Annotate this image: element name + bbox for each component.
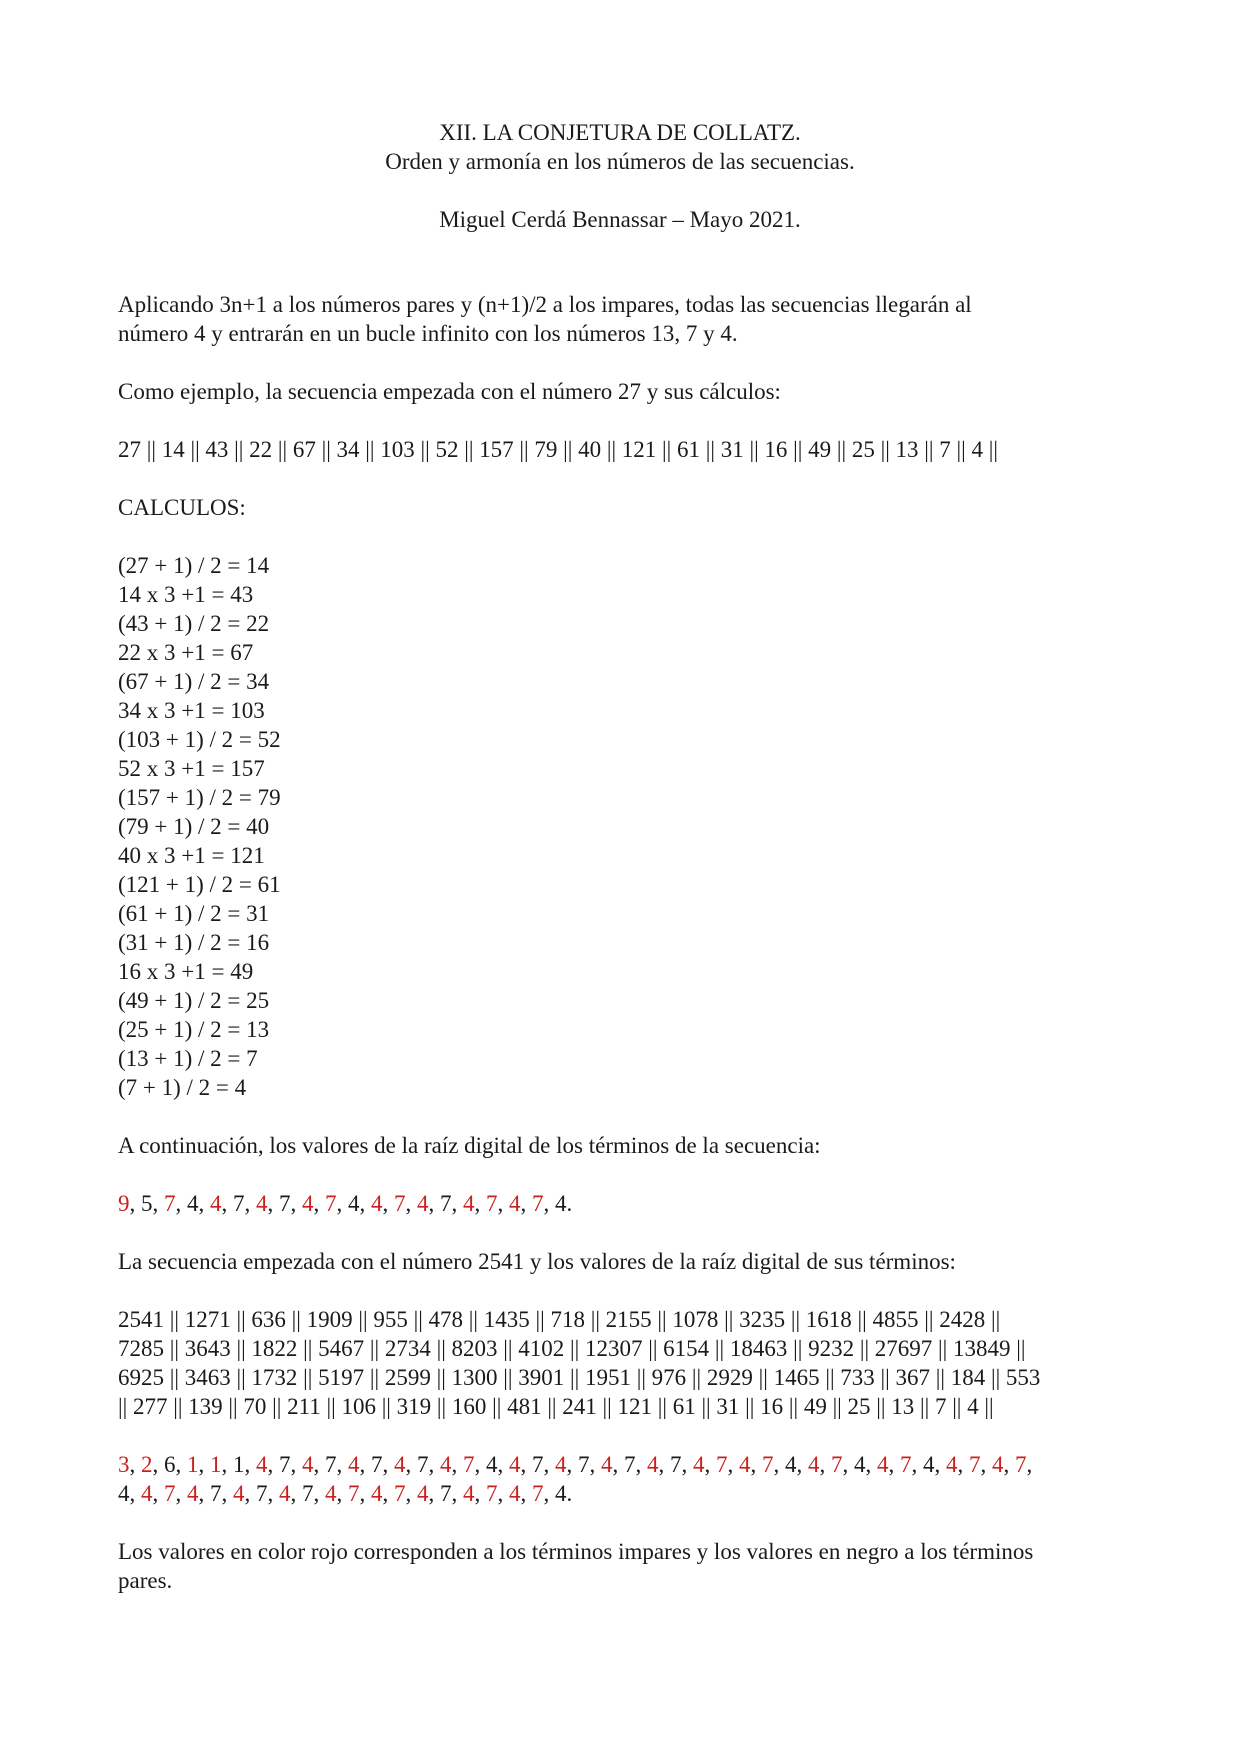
odd-root-value: 4	[808, 1452, 820, 1477]
closing-line-2: pares.	[118, 1568, 173, 1593]
even-root-value: 7	[279, 1191, 291, 1216]
even-root-value: 7	[233, 1191, 245, 1216]
odd-root-value: 4	[417, 1481, 429, 1506]
calculation-line: (43 + 1) / 2 = 22	[118, 611, 270, 636]
even-root-value: 7	[279, 1452, 291, 1477]
odd-root-value: 4	[509, 1452, 521, 1477]
even-root-value: 7	[302, 1481, 314, 1506]
example-intro: Como ejemplo, la secuencia empezada con el número 27 y sus cálculos:	[118, 379, 781, 404]
even-root-value: 7	[256, 1481, 268, 1506]
sequence-2541-line: 6925 || 3463 || 1732 || 5197 || 2599 || 1300 || 3901 || 1951 || 976 || 2929 || 1465 || 733 || 367 || 184 || 553	[118, 1365, 1041, 1390]
odd-root-value: 4	[992, 1452, 1004, 1477]
even-root-value: 7	[417, 1452, 429, 1477]
calculation-line: 16 x 3 +1 = 49	[118, 959, 254, 984]
even-root-value: 7	[371, 1452, 383, 1477]
author-date: Miguel Cerdá Bennassar – Mayo 2021.	[439, 207, 801, 232]
even-root-value: 4	[923, 1452, 935, 1477]
even-root-value: 7	[210, 1481, 222, 1506]
calculation-line: (67 + 1) / 2 = 34	[118, 669, 270, 694]
document-subtitle: Orden y armonía en los números de las secuencias.	[385, 149, 855, 174]
intro-line-2: número 4 y entrarán en un bucle infinito con los números 13, 7 y 4.	[118, 321, 738, 346]
closing-line-1: Los valores en color rojo corresponden a los términos impares y los valores en negro a los términos	[118, 1539, 1034, 1564]
calculation-line: (79 + 1) / 2 = 40	[118, 814, 270, 839]
document-header	[118, 118, 1122, 234]
document-title: XII. LA CONJETURA DE COLLATZ.	[439, 120, 801, 145]
odd-root-value: 7	[532, 1191, 544, 1216]
calculation-line: (49 + 1) / 2 = 25	[118, 988, 270, 1013]
calculation-line: 22 x 3 +1 = 67	[118, 640, 254, 665]
odd-root-value: 4	[463, 1191, 475, 1216]
odd-root-value: 7	[325, 1191, 337, 1216]
even-root-value: 4	[555, 1191, 567, 1216]
odd-root-value: 4	[302, 1191, 314, 1216]
calculations-list	[118, 551, 1128, 1102]
calculos-label: CALCULOS:	[118, 495, 246, 520]
odd-root-value: 7	[486, 1191, 498, 1216]
odd-root-value: 9	[118, 1191, 130, 1216]
odd-root-value: 7	[394, 1481, 406, 1506]
odd-root-value: 1	[187, 1452, 199, 1477]
odd-root-value: 7	[348, 1481, 360, 1506]
sequence-2541-line: 7285 || 3643 || 1822 || 5467 || 2734 || 8203 || 4102 || 12307 || 6154 || 18463 || 9232 || 27697 || 13849 ||	[118, 1336, 1026, 1361]
even-root-value: 4	[118, 1481, 130, 1506]
odd-root-value: 4	[739, 1452, 751, 1477]
sequence-2541-line: 2541 || 1271 || 636 || 1909 || 955 || 478 || 1435 || 718 || 2155 || 1078 || 3235 || 1618 || 4855 || 2428 ||	[118, 1307, 1001, 1332]
even-root-value: 4	[785, 1452, 797, 1477]
odd-root-value: 4	[394, 1452, 406, 1477]
odd-root-value: 4	[371, 1191, 383, 1216]
odd-root-value: 4	[601, 1452, 613, 1477]
odd-root-value: 7	[762, 1452, 774, 1477]
calculation-line: 34 x 3 +1 = 103	[118, 698, 265, 723]
even-root-value: 4	[486, 1452, 498, 1477]
even-root-value: 7	[578, 1452, 590, 1477]
digital-roots-2541-line: 4, 4, 7, 4, 7, 4, 7, 4, 7, 4, 7, 4, 7, 4, 7, 4, 7, 4, 7, 4.	[118, 1481, 573, 1506]
calculation-line: (121 + 1) / 2 = 61	[118, 872, 281, 897]
odd-root-value: 4	[210, 1191, 222, 1216]
odd-root-value: 4	[371, 1481, 383, 1506]
digital-roots-2541	[118, 1450, 1128, 1508]
odd-root-value: 4	[233, 1481, 245, 1506]
calculation-line: (31 + 1) / 2 = 16	[118, 930, 270, 955]
odd-root-value: 1	[210, 1452, 222, 1477]
odd-root-value: 3	[118, 1452, 130, 1477]
odd-root-value: 7	[486, 1481, 498, 1506]
odd-root-value: 4	[877, 1452, 889, 1477]
odd-root-value: 7	[463, 1452, 475, 1477]
even-root-value: 7	[670, 1452, 682, 1477]
sequence-2541-intro: La secuencia empezada con el número 2541 y los valores de la raíz digital de sus términos:	[118, 1249, 956, 1274]
odd-root-value: 4	[187, 1481, 199, 1506]
odd-root-value: 4	[279, 1481, 291, 1506]
odd-root-value: 4	[509, 1481, 521, 1506]
even-root-value: 4	[187, 1191, 199, 1216]
calculation-line: (13 + 1) / 2 = 7	[118, 1046, 258, 1071]
even-root-value: 7	[325, 1452, 337, 1477]
digital-root-intro: A continuación, los valores de la raíz digital de los términos de la secuencia:	[118, 1133, 821, 1158]
calculation-line: (157 + 1) / 2 = 79	[118, 785, 281, 810]
odd-root-value: 4	[946, 1452, 958, 1477]
sequence-2541-line: || 277 || 139 || 70 || 211 || 106 || 319 || 160 || 481 || 241 || 121 || 61 || 31 || 16 || 49 || 25 || 13 || 7 || 4 ||	[118, 1394, 994, 1419]
odd-root-value: 7	[831, 1452, 843, 1477]
document-body	[118, 290, 1128, 1595]
digital-roots-2541-line: 3, 2, 6, 1, 1, 1, 4, 7, 4, 7, 4, 7, 4, 7, 4, 7, 4, 4, 7, 4, 7, 4, 7, 4, 7, 4, 7, 4, 7, 4, 4, 7, 4, 4, 7, 4, 4, 7, 4, 7,	[118, 1452, 1033, 1477]
digital-roots-27: 9, 5, 7, 4, 4, 7, 4, 7, 4, 7, 4, 4, 7, 4, 7, 4, 7, 4, 7, 4.	[118, 1191, 573, 1216]
calculation-line: (27 + 1) / 2 = 14	[118, 553, 270, 578]
odd-root-value: 7	[394, 1191, 406, 1216]
odd-root-value: 7	[532, 1481, 544, 1506]
odd-root-value: 4	[647, 1452, 659, 1477]
even-root-value: 4	[555, 1481, 567, 1506]
odd-root-value: 4	[693, 1452, 705, 1477]
calculation-line: 40 x 3 +1 = 121	[118, 843, 265, 868]
calculation-line: 52 x 3 +1 = 157	[118, 756, 265, 781]
even-root-value: 6	[164, 1452, 176, 1477]
calculation-line: 14 x 3 +1 = 43	[118, 582, 254, 607]
calculation-line: (7 + 1) / 2 = 4	[118, 1075, 247, 1100]
even-root-value: 7	[440, 1191, 452, 1216]
odd-root-value: 4	[348, 1452, 360, 1477]
odd-root-value: 4	[302, 1452, 314, 1477]
odd-root-value: 7	[1015, 1452, 1027, 1477]
even-root-value: 1	[233, 1452, 245, 1477]
even-root-value: 4	[854, 1452, 866, 1477]
sequence-2541	[118, 1305, 1128, 1421]
odd-root-value: 7	[900, 1452, 912, 1477]
odd-root-value: 4	[417, 1191, 429, 1216]
odd-root-value: 2	[141, 1452, 153, 1477]
even-root-value: 7	[624, 1452, 636, 1477]
calculation-line: (103 + 1) / 2 = 52	[118, 727, 281, 752]
odd-root-value: 7	[969, 1452, 981, 1477]
sequence-27: 27 || 14 || 43 || 22 || 67 || 34 || 103 || 52 || 157 || 79 || 40 || 121 || 61 || 31 || 16 || 49 || 25 || 13 || 7 || 4 ||	[118, 437, 998, 462]
odd-root-value: 4	[141, 1481, 153, 1506]
even-root-value: 4	[348, 1191, 360, 1216]
odd-root-value: 4	[325, 1481, 337, 1506]
odd-root-value: 4	[440, 1452, 452, 1477]
even-root-value: 7	[532, 1452, 544, 1477]
odd-root-value: 7	[164, 1481, 176, 1506]
calculation-line: (25 + 1) / 2 = 13	[118, 1017, 270, 1042]
odd-root-value: 4	[463, 1481, 475, 1506]
odd-root-value: 4	[256, 1452, 268, 1477]
odd-root-value: 7	[164, 1191, 176, 1216]
even-root-value: 7	[440, 1481, 452, 1506]
calculation-line: (61 + 1) / 2 = 31	[118, 901, 270, 926]
odd-root-value: 7	[716, 1452, 728, 1477]
odd-root-value: 4	[256, 1191, 268, 1216]
even-root-value: 5	[141, 1191, 153, 1216]
odd-root-value: 4	[509, 1191, 521, 1216]
odd-root-value: 4	[555, 1452, 567, 1477]
intro-line-1: Aplicando 3n+1 a los números pares y (n+1)/2 a los impares, todas las secuencias llegarán al	[118, 292, 972, 317]
